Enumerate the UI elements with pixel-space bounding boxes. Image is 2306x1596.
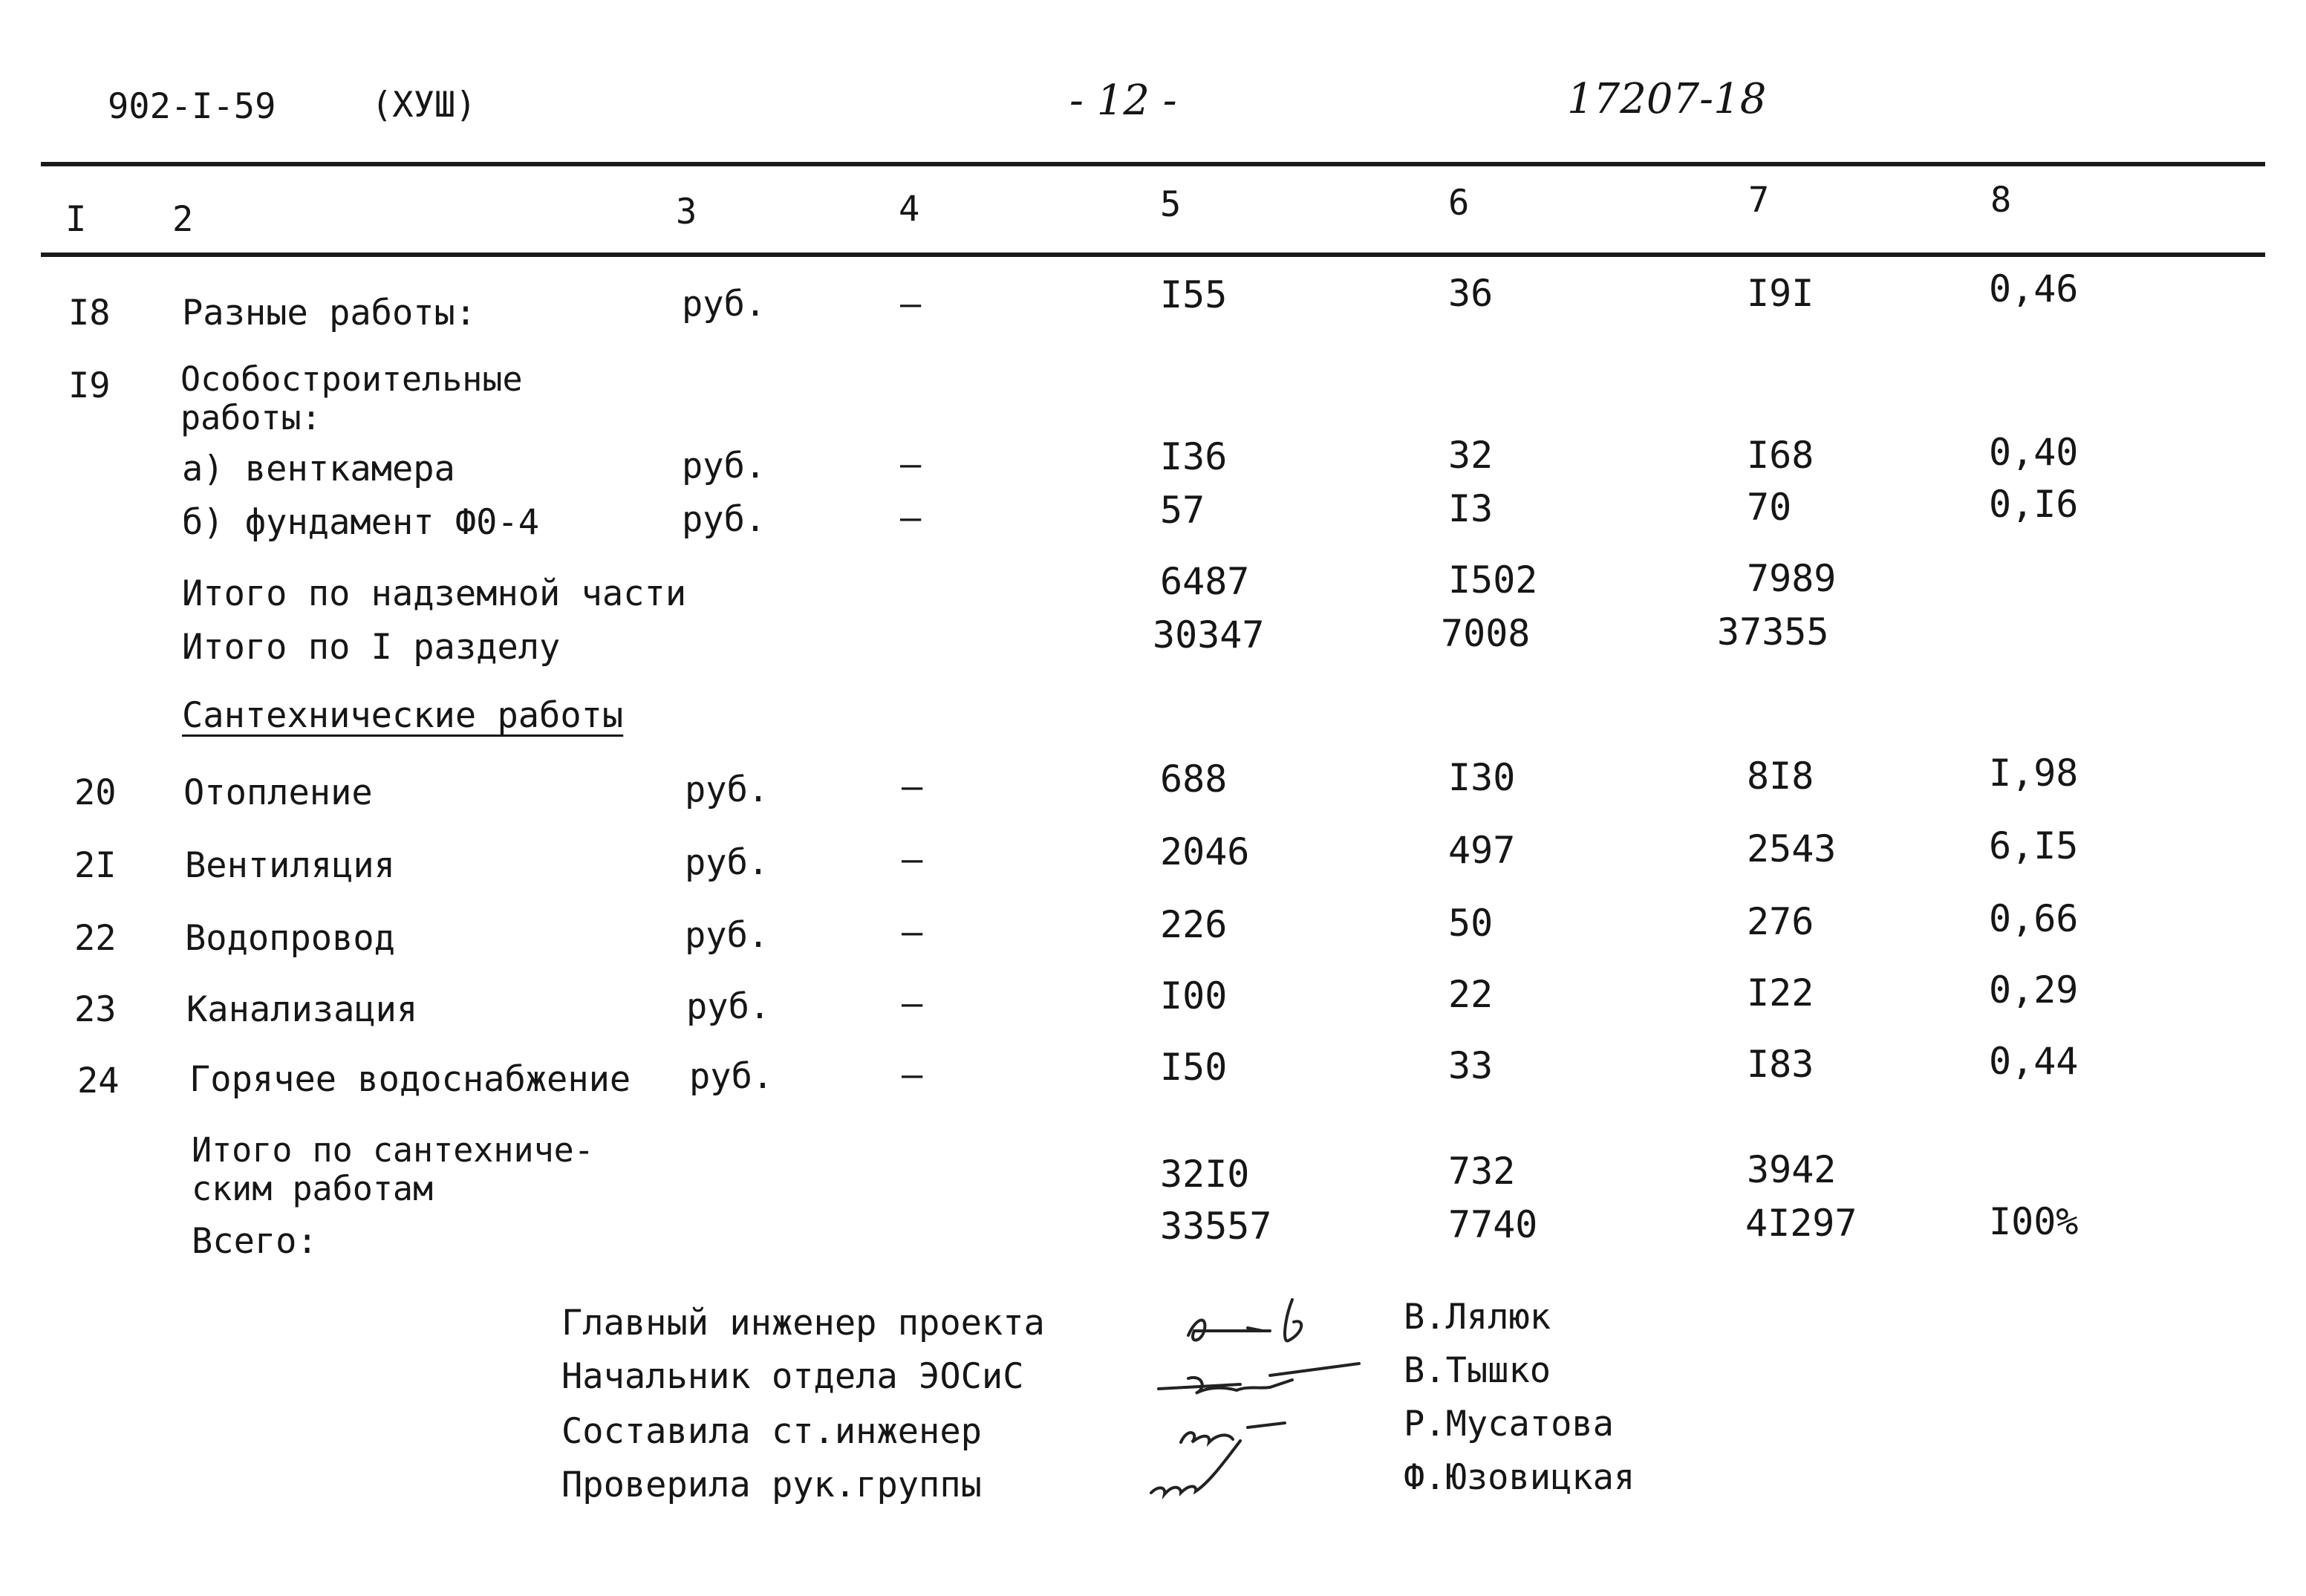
row-col8: 0,29	[1989, 968, 2079, 1012]
row-col6: 7740	[1448, 1203, 1538, 1246]
signature-name: В.Лялюк	[1404, 1297, 1551, 1338]
signature-name: Ф.Юзовицкая	[1404, 1457, 1635, 1498]
row-dash: –	[902, 983, 923, 1024]
row-col5: I00	[1160, 974, 1228, 1017]
row-col8: 6,I5	[1989, 824, 2079, 867]
row-col6: 32	[1448, 434, 1494, 477]
row-col5: 30347	[1153, 613, 1265, 657]
row-col6: 497	[1448, 829, 1516, 872]
signature-name: В.Тышко	[1404, 1350, 1551, 1391]
row-col5: 2046	[1160, 830, 1250, 873]
row-dash: –	[900, 284, 922, 325]
row-unit: руб.	[685, 769, 769, 810]
row-name: Итого по I разделу	[182, 627, 561, 668]
row-col6: I30	[1448, 756, 1516, 799]
row-col8: 0,I6	[1989, 483, 2079, 526]
row-col7: 37355	[1717, 610, 1829, 654]
row-col6: I3	[1448, 487, 1494, 530]
signature-role: Проверила рук.группы	[561, 1465, 982, 1505]
row-col7: 8I8	[1747, 755, 1814, 798]
row-col7: I83	[1747, 1043, 1814, 1086]
row-name: Всего:	[192, 1221, 318, 1262]
row-col6: 33	[1448, 1044, 1494, 1087]
row-name-line2: ским работам	[192, 1169, 434, 1208]
row-col7: I22	[1747, 971, 1814, 1014]
row-unit: руб.	[682, 499, 766, 540]
row-number: I9	[68, 365, 111, 406]
row-name: Итого по надземной части	[182, 573, 687, 614]
row-unit: руб.	[686, 986, 771, 1027]
header-top-rule	[41, 162, 2265, 166]
row-col6: 732	[1448, 1150, 1516, 1193]
row-name: Канализация	[186, 989, 418, 1030]
row-dash: –	[902, 1055, 923, 1095]
row-col8: 0,66	[1989, 897, 2079, 940]
row-col8: 0,46	[1989, 267, 2079, 310]
page-number: - 12 -	[1069, 76, 1177, 125]
archive-number: 17207-18	[1567, 75, 1767, 123]
row-name-line1: Особостроительные	[180, 359, 523, 399]
row-col6: I502	[1448, 558, 1538, 602]
row-col5: 32I0	[1160, 1153, 1250, 1196]
row-col6: 50	[1448, 902, 1494, 945]
row-col8: 0,40	[1989, 431, 2079, 474]
row-number: 24	[77, 1061, 120, 1101]
col-header-6: 6	[1448, 183, 1470, 224]
row-number: I8	[68, 293, 111, 333]
row-col8: 0,44	[1989, 1040, 2079, 1083]
col-header-7: 7	[1748, 180, 1770, 221]
row-col6: 22	[1448, 973, 1494, 1016]
row-col8: I00%	[1989, 1200, 2079, 1243]
row-col8: I,98	[1989, 752, 2079, 795]
row-dash: –	[902, 766, 923, 807]
row-name: б) фундамент Ф0-4	[182, 502, 540, 543]
row-col7: 3942	[1747, 1148, 1837, 1191]
row-unit: руб.	[682, 446, 766, 486]
row-number: 20	[74, 772, 117, 813]
col-header-1: I	[65, 199, 87, 240]
row-col7: 70	[1747, 486, 1792, 529]
row-col5: I36	[1160, 435, 1228, 478]
document-code: 902-I-59	[108, 86, 276, 127]
row-number: 23	[74, 989, 117, 1030]
row-col7: 7989	[1747, 557, 1837, 600]
handwritten-signatures	[1136, 1248, 1374, 1515]
row-name: Отопление	[183, 772, 373, 813]
row-col5: 6487	[1160, 560, 1250, 603]
row-name-line1: Итого по сантехниче-	[192, 1130, 594, 1170]
row-unit: руб.	[689, 1056, 774, 1097]
row-dash: –	[902, 912, 923, 953]
signature-role: Составила ст.инженер	[561, 1411, 982, 1452]
row-col7: 2543	[1747, 827, 1837, 870]
row-unit: руб.	[682, 284, 766, 325]
row-col5: 226	[1160, 903, 1228, 946]
row-name: Горячее водоснабжение	[189, 1059, 631, 1100]
signature-name: Р.Мусатова	[1404, 1404, 1614, 1444]
header-bottom-rule	[41, 253, 2265, 257]
row-col7: I68	[1747, 434, 1814, 477]
row-dash: –	[900, 444, 922, 485]
row-col5: 33557	[1160, 1205, 1272, 1248]
row-col5: 57	[1160, 489, 1205, 532]
row-col6: 7008	[1441, 612, 1531, 655]
row-name: Водопровод	[185, 918, 395, 959]
row-name: Вентиляция	[185, 845, 395, 886]
row-number: 22	[74, 918, 117, 959]
col-header-4: 4	[899, 189, 920, 229]
row-unit: руб.	[685, 842, 769, 883]
row-col5: I50	[1160, 1046, 1228, 1089]
signature-role: Главный инженер проекта	[561, 1303, 1045, 1343]
row-col7: I9I	[1747, 272, 1814, 315]
row-name: а) венткамера	[182, 449, 455, 489]
section-heading: Сантехнические работы	[182, 695, 624, 736]
row-number: 2I	[74, 845, 117, 886]
col-header-2: 2	[172, 199, 194, 240]
row-name-line2: работы:	[180, 398, 322, 437]
row-col5: 688	[1160, 758, 1228, 801]
row-col7: 4I297	[1745, 1202, 1857, 1245]
col-header-3: 3	[676, 192, 697, 232]
row-name: Разные работы:	[182, 293, 477, 333]
row-col7: 276	[1747, 900, 1814, 943]
row-dash: –	[900, 498, 922, 538]
row-dash: –	[902, 839, 923, 880]
document-part: (ХУШ)	[371, 85, 477, 126]
row-col6: 36	[1448, 272, 1494, 315]
col-header-8: 8	[1990, 180, 2012, 221]
col-header-5: 5	[1160, 184, 1182, 225]
row-col5: I55	[1160, 273, 1228, 316]
row-unit: руб.	[685, 915, 769, 956]
signature-role: Начальник отдела ЭОСиС	[561, 1356, 1024, 1397]
